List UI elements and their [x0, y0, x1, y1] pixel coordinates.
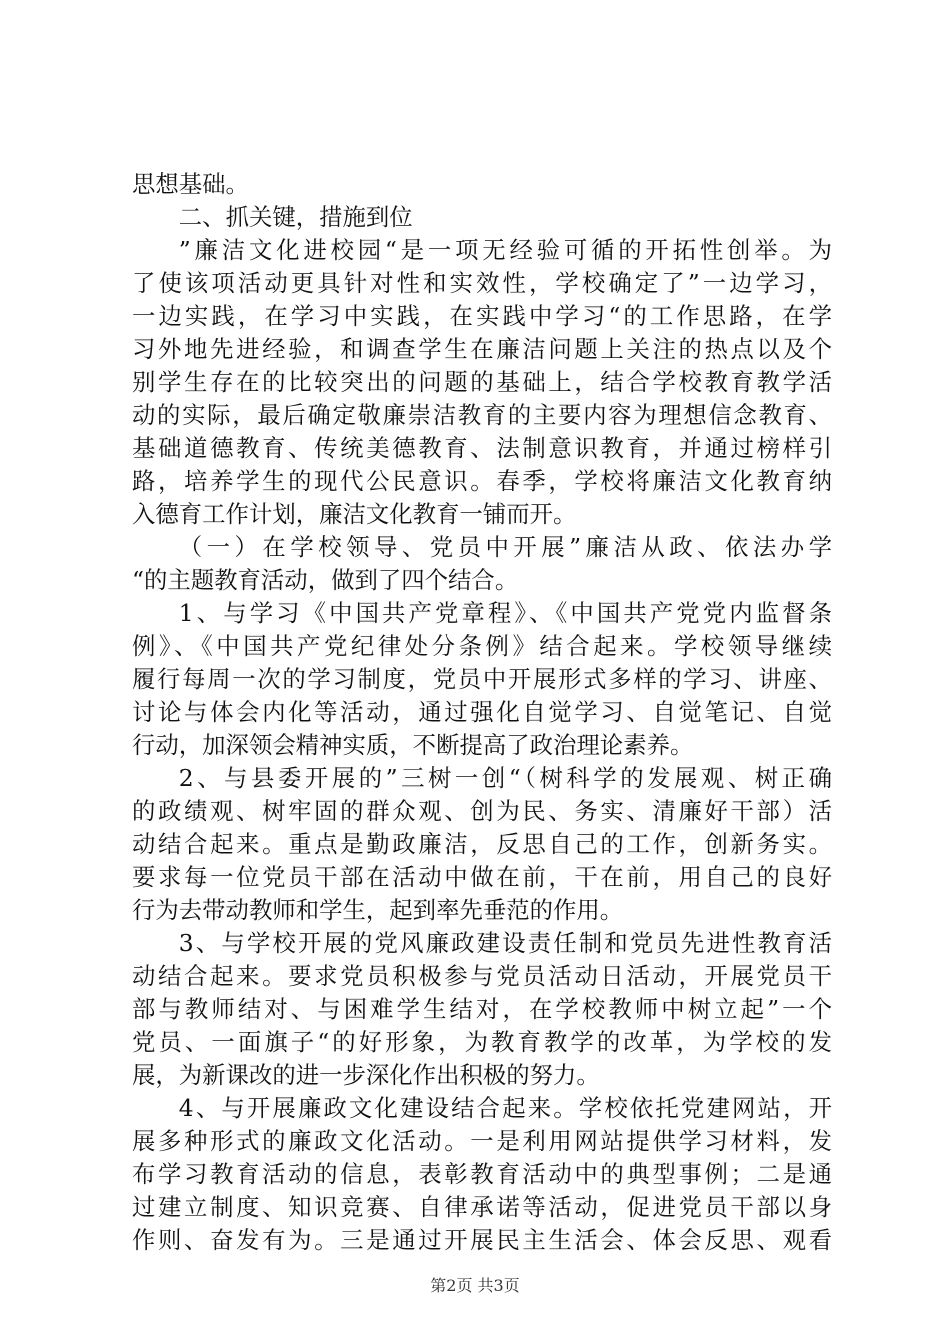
text-line: 习外地先进经验，和调查学生在廉洁问题上关注的热点以及个	[132, 335, 832, 363]
text-line: 布学习教育活动的信息，表彰教育活动中的典型事例；二是通	[132, 1160, 832, 1188]
text-line: 展多种形式的廉政文化活动。一是利用网站提供学习材料，发	[132, 1127, 832, 1155]
text-line: 的政绩观、树牢固的群众观、创为民、务实、清廉好干部）活	[132, 797, 832, 825]
text-line: 党员、一面旗子“的好形象，为教育教学的改革，为学校的发	[132, 1028, 832, 1056]
text-line: 别学生存在的比较突出的问题的基础上，结合学校教育教学活	[132, 368, 832, 396]
text-line: 讨论与体会内化等活动，通过强化自觉学习、自觉笔记、自觉	[132, 698, 832, 726]
text-line: 要求每一位党员干部在活动中做在前，干在前，用自己的良好	[132, 863, 832, 891]
text-line: 1、与学习《中国共产党章程》、《中国共产党党内监督条	[178, 599, 832, 627]
text-line: 路，培养学生的现代公民意识。春季，学校将廉洁文化教育纳	[132, 467, 832, 495]
text-line: 2、与县委开展的”三树一创“（树科学的发展观、树正确	[178, 764, 832, 792]
text-line: 履行每周一次的学习制度，党员中开展形式多样的学习、讲座、	[132, 665, 832, 693]
text-line: 作则、奋发有为。三是通过开展民主生活会、体会反思、观看	[132, 1226, 832, 1254]
text-line: 部与教师结对、与困难学生结对，在学校教师中树立起”一个	[132, 995, 832, 1023]
text-line: 入德育工作计划，廉洁文化教育一铺而开。	[132, 500, 577, 528]
text-line: 动结合起来。重点是勤政廉洁，反思自己的工作，创新务实。	[132, 830, 832, 858]
text-line: 4、与开展廉政文化建设结合起来。学校依托党建网站，开	[178, 1094, 832, 1122]
text-line: 了使该项活动更具针对性和实效性，学校确定了”一边学习，	[132, 269, 832, 297]
text-line: 行为去带动教师和学生，起到率先垂范的作用。	[132, 896, 624, 924]
text-line: “的主题教育活动，做到了四个结合。	[132, 566, 519, 594]
text-line: 动的实际，最后确定敬廉崇洁教育的主要内容为理想信念教育、	[132, 401, 832, 429]
text-line: 二、抓关键，措施到位	[178, 203, 413, 231]
text-line: （一）在学校领导、党员中开展”廉洁从政、依法办学	[178, 533, 832, 561]
text-line: 动结合起来。要求党员积极参与党员活动日活动，开展党员干	[132, 962, 832, 990]
text-line: 思想基础。	[132, 170, 249, 198]
text-line: 3、与学校开展的党风廉政建设责任制和党员先进性教育活	[178, 929, 832, 957]
text-line: 一边实践，在学习中实践，在实践中学习“的工作思路，在学	[132, 302, 832, 330]
text-line: 行动，加深领会精神实质，不断提高了政治理论素养。	[132, 731, 694, 759]
text-line: 展，为新课改的进一步深化作出积极的努力。	[132, 1061, 600, 1089]
text-line: 过建立制度、知识竞赛、自律承诺等活动，促进党员干部以身	[132, 1193, 832, 1221]
text-line: ”廉洁文化进校园“是一项无经验可循的开拓性创举。为	[178, 236, 832, 264]
text-line: 例》、《中国共产党纪律处分条例》结合起来。学校领导继续	[132, 632, 832, 660]
page-footer: 第2页 共3页	[430, 1276, 520, 1295]
text-line: 基础道德教育、传统美德教育、法制意识教育，并通过榜样引	[132, 434, 832, 462]
document-body	[132, 168, 832, 1257]
